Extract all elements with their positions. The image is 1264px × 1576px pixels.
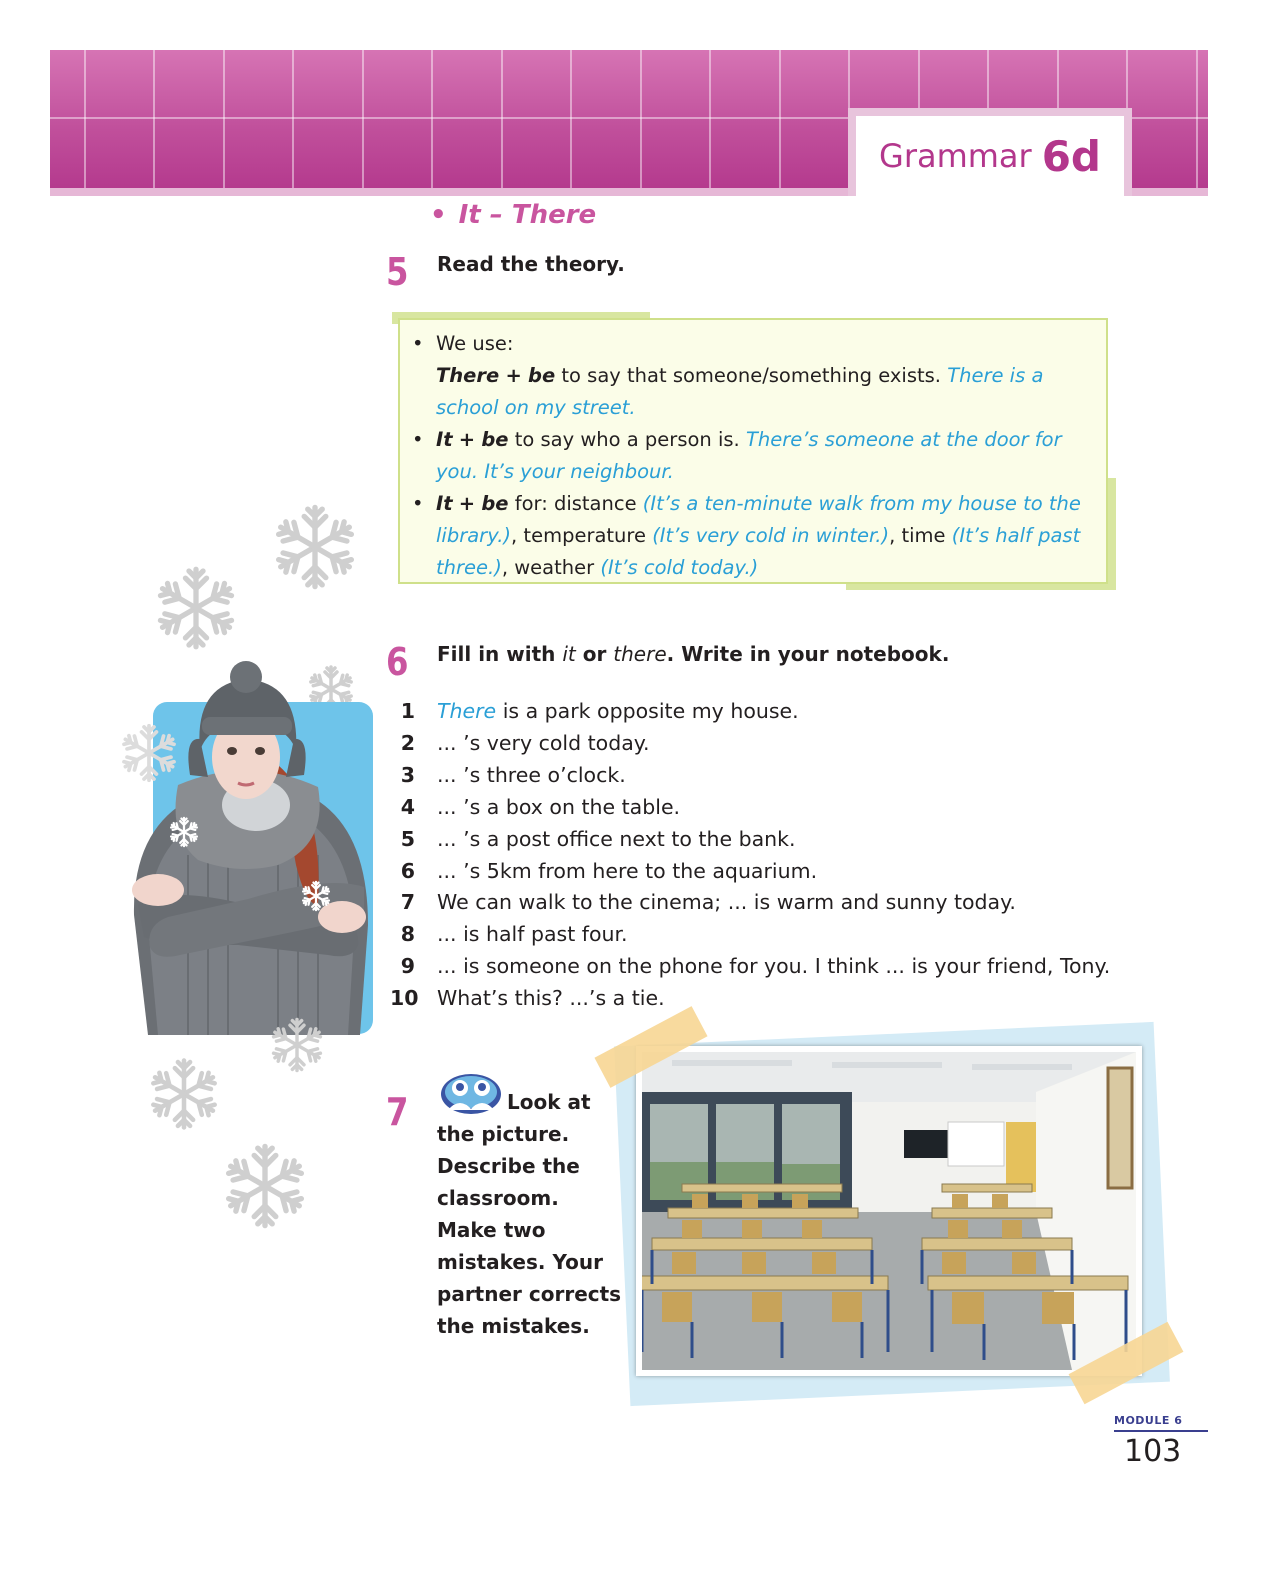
theory-item-it-uses [410, 488, 1092, 584]
list-item [390, 951, 1150, 983]
item-text: ... is half past four. [437, 922, 628, 947]
list-item [390, 760, 1150, 792]
subtitle-bullet: • [430, 200, 447, 230]
instruction-line: partner corrects [437, 1282, 622, 1306]
item-text: ... ’s a box on the table. [437, 794, 681, 819]
theory-text: , time [889, 524, 946, 547]
item-number: 3 [400, 762, 415, 787]
section-subtitle [430, 200, 596, 230]
list-item [390, 824, 1150, 856]
theory-text: to say who a person is. [514, 428, 740, 451]
list-item [390, 696, 1150, 728]
theory-keyword: be [528, 364, 556, 387]
item-number: 5 [400, 826, 415, 851]
item-text: ... ’s a post office next to the bank. [437, 826, 796, 851]
theory-keyword: It [436, 492, 453, 515]
list-item [390, 792, 1150, 824]
title-word: Grammar [879, 137, 1032, 175]
item-text: ... ’s 5km from here to the aquarium. [437, 858, 818, 883]
theory-keyword: There [436, 364, 500, 387]
item-text: We can walk to the cinema; ... is warm and sunny today. [437, 890, 1016, 915]
item-number: 1 [400, 699, 415, 723]
subtitle-dash: – [489, 200, 503, 230]
page-number: 103 [1124, 1434, 1182, 1469]
page-title [856, 116, 1124, 196]
item-number: 4 [400, 794, 415, 819]
theory-box [398, 318, 1108, 584]
instruction-line: Make two [437, 1218, 546, 1242]
theory-example: There’s someone at the door for you. It’s your neighbour. [436, 428, 1062, 483]
instruction-it: it [562, 642, 576, 666]
instruction-line: Look at [507, 1090, 591, 1114]
theory-intro: We use: [436, 332, 514, 355]
instruction-line: mistakes. Your [437, 1250, 603, 1274]
item-text: ... is someone on the phone for you. I think ... is your friend, Tony. [437, 954, 1111, 979]
snowflake-icon [268, 502, 362, 592]
subtitle-there: There [511, 200, 597, 230]
snowflake-icon [118, 722, 180, 784]
theory-example: (It’s a ten-minute walk from my house to the library.) [436, 492, 1081, 547]
instruction-line: the mistakes. [437, 1314, 590, 1338]
theory-list [410, 328, 1092, 584]
instruction-part: or [575, 642, 614, 666]
list-item [390, 856, 1150, 888]
list-item [390, 919, 1150, 951]
snowflake-icon [168, 816, 200, 848]
item-number: 2 [400, 730, 415, 755]
classroom-illustration [642, 1052, 1136, 1370]
instruction-line: classroom. [437, 1186, 559, 1210]
item-text: What’s this? ...’s a tie. [437, 986, 665, 1011]
item-number: 8 [400, 922, 415, 947]
theory-example: (It’s half past three.) [436, 524, 1081, 579]
item-text: ... ’s three o’clock. [437, 762, 626, 787]
theory-keyword: It [436, 428, 453, 451]
theory-keyword: be [481, 428, 509, 451]
instruction-line: the picture. [437, 1122, 570, 1146]
instruction-there: there [613, 642, 667, 666]
exercise-6-list [390, 696, 1150, 1015]
title-code: 6d [1041, 131, 1101, 181]
theory-item-it-person [410, 424, 1092, 488]
exercise-6-instruction [437, 642, 949, 666]
list-item [390, 887, 1150, 919]
theory-plus: + [458, 428, 476, 451]
theory-plus: + [505, 364, 522, 387]
theory-example: There is a school on my street. [436, 364, 1044, 419]
list-item [390, 728, 1150, 760]
instruction-part: . Write in your notebook. [666, 642, 950, 666]
item-text: is a park opposite my house. [496, 699, 799, 723]
snowflake-icon [220, 1140, 310, 1232]
instruction-part: Fill in with [437, 642, 563, 666]
item-number: 10 [390, 986, 419, 1011]
footer-rule [1114, 1430, 1208, 1432]
snowflake-icon [152, 564, 240, 652]
theory-text: , temperature [511, 524, 646, 547]
exercise-5-number: 5 [386, 250, 409, 294]
list-item [390, 983, 1150, 1015]
snowflake-icon [268, 1016, 326, 1074]
classroom-photo [636, 1046, 1142, 1376]
exercise-7-number: 7 [386, 1090, 409, 1134]
item-number: 7 [400, 890, 415, 915]
girl-in-winter-photo [128, 655, 373, 1035]
theory-example: (It’s cold today.) [600, 556, 759, 579]
snowflake-icon [300, 880, 332, 912]
exercise-7-instruction [437, 1086, 627, 1342]
item-number: 9 [400, 954, 415, 979]
item-number: 6 [400, 858, 415, 883]
subtitle-it: It [458, 200, 481, 230]
snowflake-icon [146, 1056, 222, 1132]
theory-text: to say that someone/something exists. [561, 364, 941, 387]
theory-text: , weather [501, 556, 595, 579]
item-text: ... ’s very cold today. [437, 730, 650, 755]
instruction-line: Describe the [437, 1154, 580, 1178]
theory-example: (It’s very cold in winter.) [652, 524, 890, 547]
module-label: MODULE 6 [1114, 1414, 1183, 1427]
theory-text: for: distance [514, 492, 637, 515]
exercise-5-instruction: Read the theory. [437, 252, 625, 276]
theory-keyword: be [481, 492, 509, 515]
theory-item-there [410, 328, 1092, 424]
exercise-6-number: 6 [386, 640, 409, 684]
title-tab [848, 108, 1132, 196]
example-answer: There [437, 699, 497, 723]
theory-plus: + [458, 492, 476, 515]
